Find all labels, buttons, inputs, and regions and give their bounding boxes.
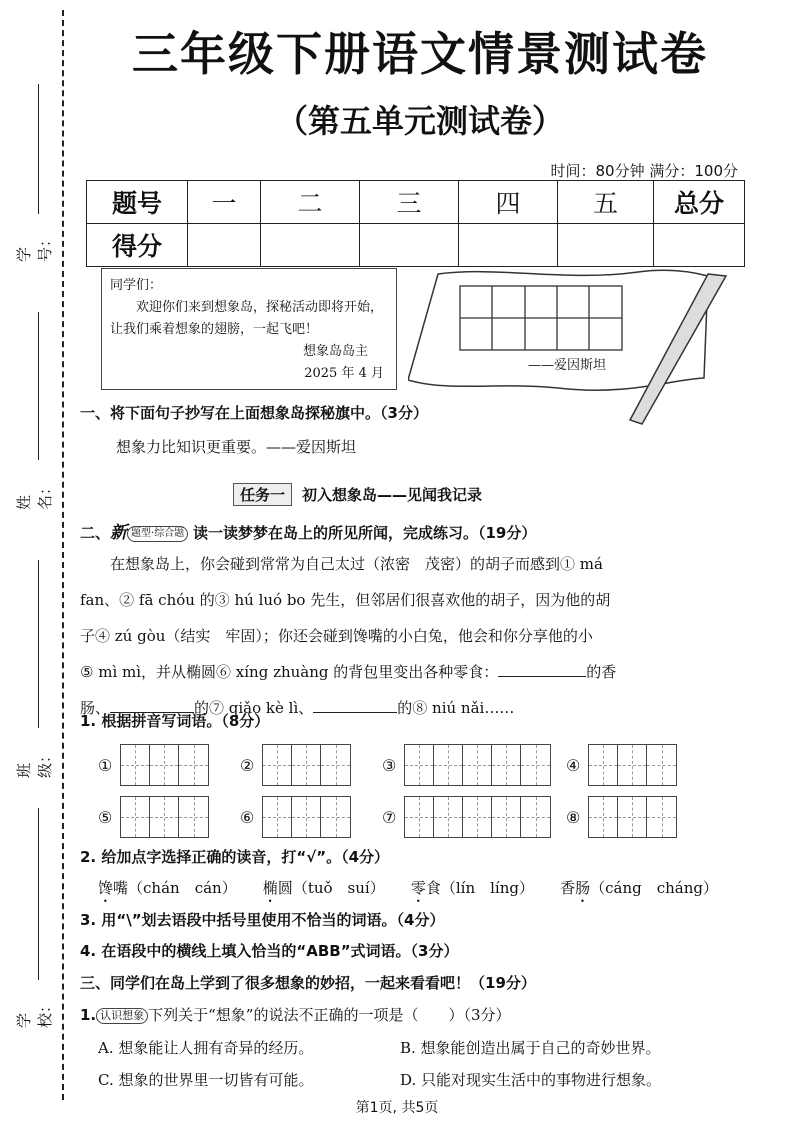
task-1-box: 任务一 [233, 483, 292, 506]
question-2-sub-4: 4. 在语段中的横线上填入恰当的“ABB”式词语。（3分） [80, 942, 459, 960]
flag-illustration [408, 268, 738, 428]
letter-date: 2025 年 4 月 [304, 366, 384, 381]
score-input-cell[interactable] [654, 224, 745, 267]
recognize-imagination-tag: 认识想象 [96, 1008, 148, 1024]
question-1-sentence: 想象力比知识更重要。——爱因斯坦 [116, 438, 357, 456]
option-a[interactable]: A. 想象能让人拥有奇异的经历。 [98, 1039, 314, 1057]
question-3-sub-1: 1. 认识想象 下列关于“想象”的说法不正确的一项是（ ）（3分） [80, 1006, 511, 1024]
question-type-badge: 题型·综合题 [127, 526, 188, 542]
reading-passage [80, 546, 700, 726]
question-2-sub-2: 2. 给加点字选择正确的读音，打“√”。（4分） [80, 848, 390, 866]
pronunciation-option[interactable]: 香肠（cáng cháng） [560, 879, 718, 897]
abb-blank-1[interactable] [498, 676, 586, 677]
time-info: 时间：80分钟 满分：100分 [550, 162, 738, 180]
class-line [38, 560, 39, 728]
score-header-cell: 题号 [87, 181, 188, 224]
letter-greeting: 同学们： [110, 278, 163, 293]
score-header-cell: 四 [459, 181, 558, 224]
option-b[interactable]: B. 想象能创造出属于自己的奇妙世界。 [400, 1039, 661, 1057]
pinyin-grid-5[interactable]: ⑤ [98, 796, 209, 838]
passage-line: 子④ zú gòu（结实 牢固）；你还会碰到馋嘴的小白兔，他会和你分享他的小 [80, 627, 593, 645]
score-input-cell[interactable] [459, 224, 558, 267]
letter-body: 欢迎你们来到想象岛，探秘活动即将开始，让我们乘着想象的翅膀，一起飞吧！ [110, 300, 384, 337]
score-row-label: 得分 [87, 224, 188, 267]
question-1-title: 一、将下面句子抄写在上面想象岛探秘旗中。（3分） [80, 404, 428, 422]
question-3-title: 三、同学们在岛上学到了很多想象的妙招，一起来看看吧！（19分） [80, 974, 536, 992]
score-input-cell[interactable] [558, 224, 654, 267]
pinyin-grid-3[interactable]: ③ [382, 744, 551, 786]
score-header-cell: 总分 [654, 181, 745, 224]
question-2-title: 二、新 题型·综合题 读一读梦梦在岛上的所见所闻，完成练习。（19分） [80, 523, 537, 543]
option-d[interactable]: D. 只能对现实生活中的事物进行想象。 [400, 1071, 662, 1089]
passage-line: ⑤ mì mì，并从椭圆⑥ xíng zhuàng 的背包里变出各种零食： 的香 [80, 663, 617, 681]
pronunciation-options [98, 877, 718, 906]
student-id-label: 学号： [15, 231, 54, 262]
flag-signature: ——爱因斯坦 [528, 358, 607, 373]
abb-blank-3[interactable] [313, 712, 397, 713]
score-input-cell[interactable] [360, 224, 459, 267]
task-1-header [233, 483, 482, 506]
pinyin-grid-7[interactable]: ⑦ [382, 796, 551, 838]
pinyin-grid-2[interactable]: ② [240, 744, 351, 786]
question-2-sub-3: 3. 用“\”划去语段中括号里使用不恰当的词语。（4分） [80, 911, 445, 929]
pinyin-grid-1[interactable]: ① [98, 744, 209, 786]
passage-line: 肠、 的⑦ qiǎo kè lì、 的⑧ niú nǎi…… [80, 699, 515, 717]
school-line [38, 808, 39, 980]
page-title: 三年级下册语文情景测试卷 [132, 27, 708, 81]
student-id-line [38, 84, 39, 214]
page-number: 第1页, 共5页 [355, 1100, 439, 1116]
welcome-letter [101, 268, 397, 390]
letter-signer: 想象岛岛主 [302, 344, 368, 359]
class-label: 班级： [15, 747, 54, 778]
binding-dashed-line [62, 10, 64, 1100]
pinyin-grid-4[interactable]: ④ [566, 744, 677, 786]
score-header-cell: 五 [558, 181, 654, 224]
page-subtitle: （第五单元测试卷） [275, 102, 564, 140]
score-input-cell[interactable] [261, 224, 360, 267]
school-label: 学校： [15, 997, 54, 1028]
question-2-sub-1: 1. 根据拼音写词语。（8分） [80, 712, 270, 730]
score-header-cell: 二 [261, 181, 360, 224]
passage-line: 在想象岛上，你会碰到常常为自己太过（浓密 茂密）的胡子而感到① má [110, 555, 603, 573]
score-header-cell: 一 [188, 181, 261, 224]
name-line [38, 312, 39, 460]
pronunciation-option[interactable]: 馋嘴（chán cán） [98, 879, 237, 897]
pronunciation-option[interactable]: 零食（lín líng） [410, 879, 534, 897]
exploration-flag [408, 268, 738, 432]
score-table [86, 180, 745, 267]
name-label: 姓名： [15, 479, 54, 510]
pinyin-grid-8[interactable]: ⑧ [566, 796, 677, 838]
option-c[interactable]: C. 想象的世界里一切皆有可能。 [98, 1071, 314, 1089]
score-value-row [87, 224, 745, 267]
pronunciation-option[interactable]: 椭圆（tuǒ suí） [262, 879, 385, 897]
score-header-cell: 三 [360, 181, 459, 224]
score-header-row [87, 181, 745, 224]
task-1-title: 初入想象岛——见闻我记录 [302, 486, 483, 504]
pinyin-grid-6[interactable]: ⑥ [240, 796, 351, 838]
score-input-cell[interactable] [188, 224, 261, 267]
passage-line: fan、② fā chóu 的③ hú luó bo 先生，但邻居们很喜欢他的胡子，因为他的胡 [80, 591, 611, 609]
